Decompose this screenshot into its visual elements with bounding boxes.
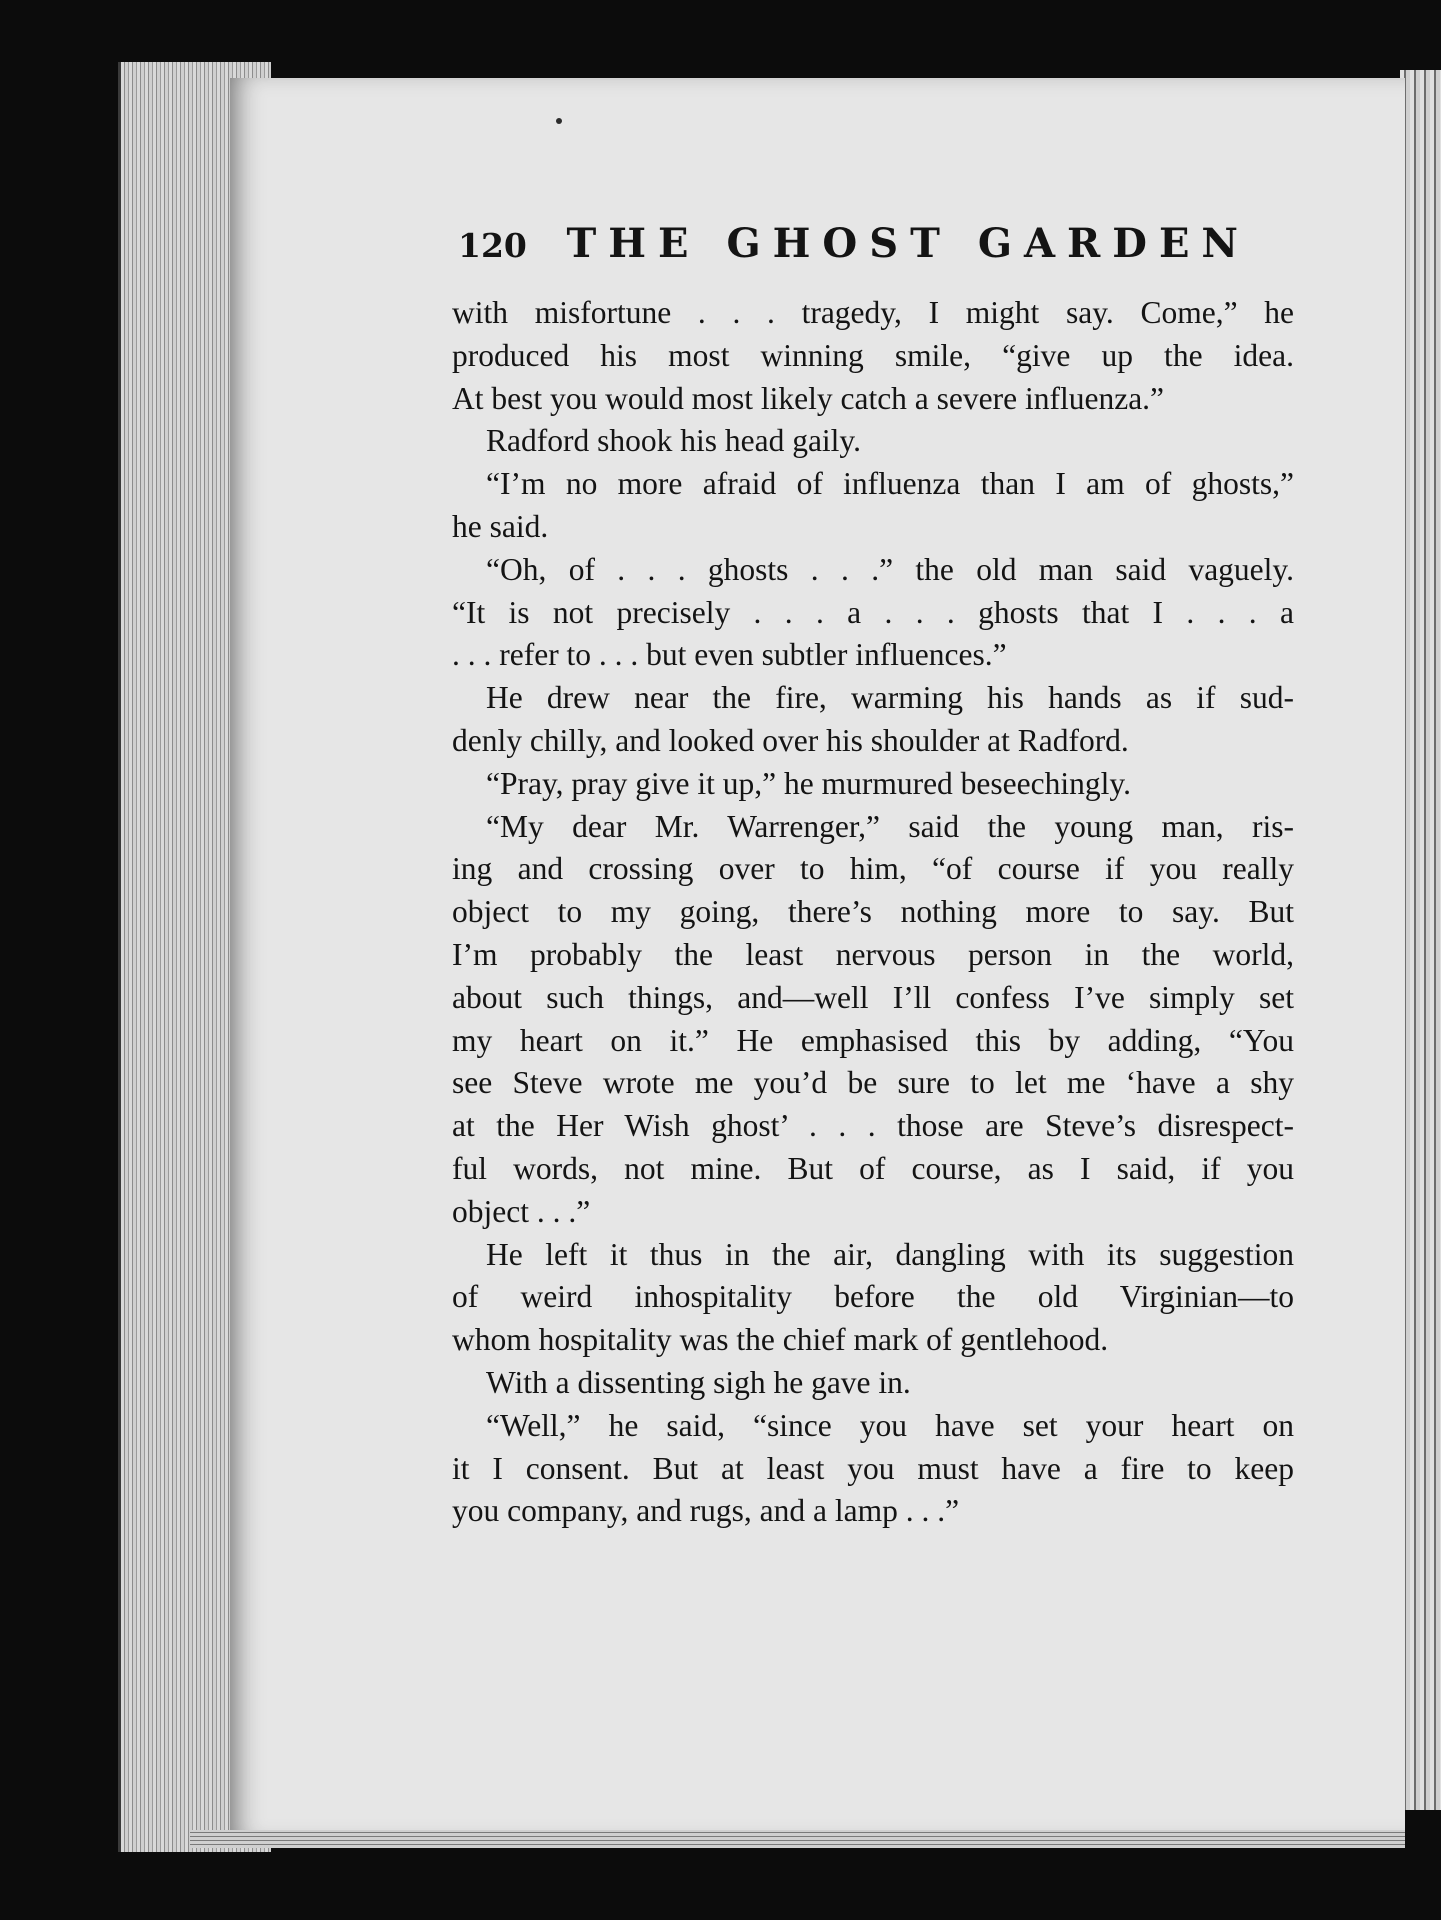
text-line: “Pray, pray give it up,” he murmured beseechingly.	[486, 765, 1131, 801]
text-line: see Steve wrote me you’d be sure to let me ‘have a shy	[452, 1065, 1294, 1101]
text-line: at the Her Wish ghost’ . . . those are Steve’s disrespect-	[452, 1108, 1294, 1144]
text-line: ing and crossing over to him, “of course if you really	[452, 851, 1294, 887]
text-line: whom hospitality was the chief mark of gentlehood.	[452, 1322, 1109, 1358]
text-line: of weird inhospitality before the old Virginian—to	[452, 1279, 1294, 1315]
text-line: He drew near the fire, warming his hands as if sud-	[486, 680, 1294, 716]
body-text	[452, 292, 1294, 1533]
text-line: “Well,” he said, “since you have set your heart on	[486, 1407, 1294, 1443]
page-number: 120	[458, 226, 527, 265]
text-line: about such things, and—well I’ll confess I’ve simply set	[452, 979, 1294, 1015]
text-line: denly chilly, and looked over his shoulder at Radford.	[452, 722, 1129, 758]
text-line: you company, and rugs, and a lamp . . .”	[452, 1493, 960, 1529]
text-line: . . . refer to . . . but even subtler influences.”	[452, 637, 1007, 673]
text-line: ful words, not mine. But of course, as I said, if you	[452, 1150, 1294, 1186]
text-line: my heart on it.” He emphasised this by adding, “You	[452, 1022, 1294, 1058]
text-line: “My dear Mr. Warrenger,” said the young man, ris-	[486, 808, 1294, 844]
text-line: he said.	[452, 508, 549, 544]
book-title: THE GHOST GARDEN	[566, 220, 1250, 267]
text-line: Radford shook his head gaily.	[486, 423, 862, 459]
text-line: “I’m no more afraid of influenza than I am of ghosts,”	[486, 466, 1294, 502]
text-line: object . . .”	[452, 1193, 591, 1229]
text-line: object to my going, there’s nothing more to say. But	[452, 894, 1294, 930]
text-line: produced his most winning smile, “give up the idea.	[452, 337, 1294, 373]
running-head	[458, 220, 1250, 276]
text-line: with misfortune . . . tragedy, I might say. Come,” he	[452, 295, 1294, 330]
text-line: “It is not precisely . . . a . . . ghosts that I . . . a	[452, 594, 1294, 630]
text-line: At best you would most likely catch a severe influenza.”	[452, 380, 1165, 416]
text-line: With a dissenting sigh he gave in.	[486, 1364, 911, 1400]
ink-speck	[556, 118, 562, 124]
book-right-edge	[1400, 70, 1441, 1810]
text-line: He left it thus in the air, dangling with its suggestion	[486, 1236, 1294, 1272]
text-line: it I consent. But at least you must have a fire to keep	[452, 1450, 1294, 1486]
text-line: “Oh, of . . . ghosts . . .” the old man said vaguely.	[486, 551, 1294, 587]
text-line: I’m probably the least nervous person in the world,	[452, 936, 1294, 972]
book-bottom-edge	[190, 1830, 1405, 1848]
